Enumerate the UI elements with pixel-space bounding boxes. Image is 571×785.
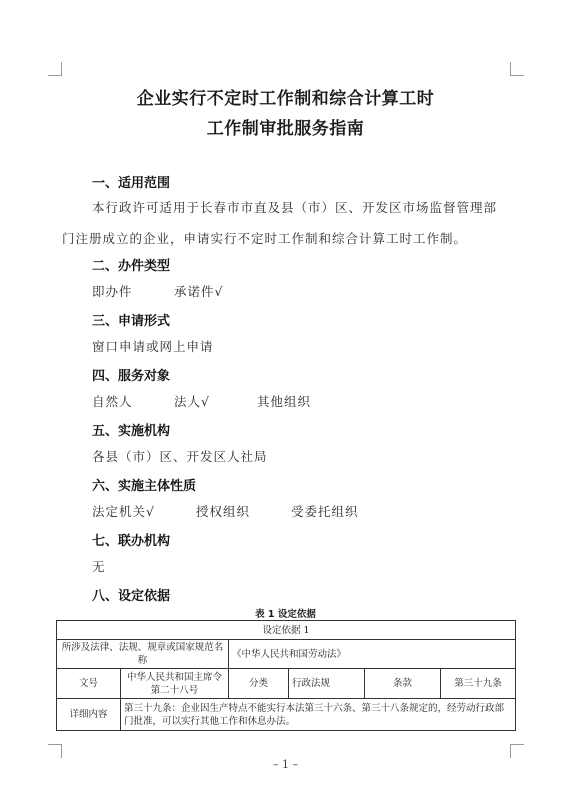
section-heading-nature: 六、实施主体性质 [92,479,197,494]
target-option-natural-person: 自然人 [92,394,133,409]
target-option-legal-person: 法人√ [174,394,210,409]
target-option-other: 其他组织 [257,394,312,409]
table-caption: 表 1 设定依据 [255,609,316,620]
law-name-label: 所涉及法律、法规、规章或国家规范名称 [57,640,229,669]
crop-mark-bottom-left [48,744,62,758]
nature-option-entrusted: 受委托组织 [291,504,359,519]
section-heading-type: 二、办件类型 [92,259,171,274]
section-heading-agency: 五、实施机构 [92,424,171,439]
nature-option-statutory: 法定机关√ [92,504,155,519]
nature-option-authorized: 授权组织 [196,504,251,519]
document-title-line2: 工作制审批服务指南 [206,119,365,139]
table-header: 设定依据 1 [57,621,516,640]
page-number: – 1 – [273,758,298,771]
joint-text: 无 [92,559,106,574]
detail-value: 第三十九条：企业因生产特点不能实行本法第三十六条、第三十八条规定的，经劳动行政部门批准，可以实行其他工作和休息办法。 [121,699,516,731]
section-heading-scope: 一、适用范围 [92,176,171,191]
doc-number-value: 中华人民共和国主席令第二十八号 [121,669,229,699]
crop-mark-top-left [48,62,62,76]
section-heading-joint: 七、联办机构 [92,534,171,549]
category-label: 分类 [229,669,289,699]
form-text: 窗口申请或网上申请 [92,339,214,354]
crop-mark-top-right [510,62,524,76]
doc-number-label: 文号 [57,669,121,699]
law-name-value: 《中华人民共和国劳动法》 [229,640,516,669]
section-heading-target: 四、服务对象 [92,369,171,384]
scope-text-line2: 门注册成立的企业，申请实行不定时工作制和综合计算工时工作制。 [62,231,468,246]
document-title-line1: 企业实行不定时工作制和综合计算工时 [136,89,435,109]
article-label: 条款 [365,669,441,699]
crop-mark-bottom-right [510,744,524,758]
article-value: 第三十九条 [441,669,516,699]
section-heading-form: 三、申请形式 [92,314,171,329]
type-option-promise: 承诺件√ [174,284,224,299]
type-option-instant: 即办件 [92,284,133,299]
agency-text: 各县（市）区、开发区人社局 [92,449,268,464]
section-heading-basis: 八、设定依据 [92,589,171,604]
category-value: 行政法规 [289,669,365,699]
basis-table [56,620,516,731]
detail-label: 详细内容 [57,699,121,731]
scope-text-line1: 本行政许可适用于长春市市直及县（市）区、开发区市场监督管理部 [92,200,498,215]
